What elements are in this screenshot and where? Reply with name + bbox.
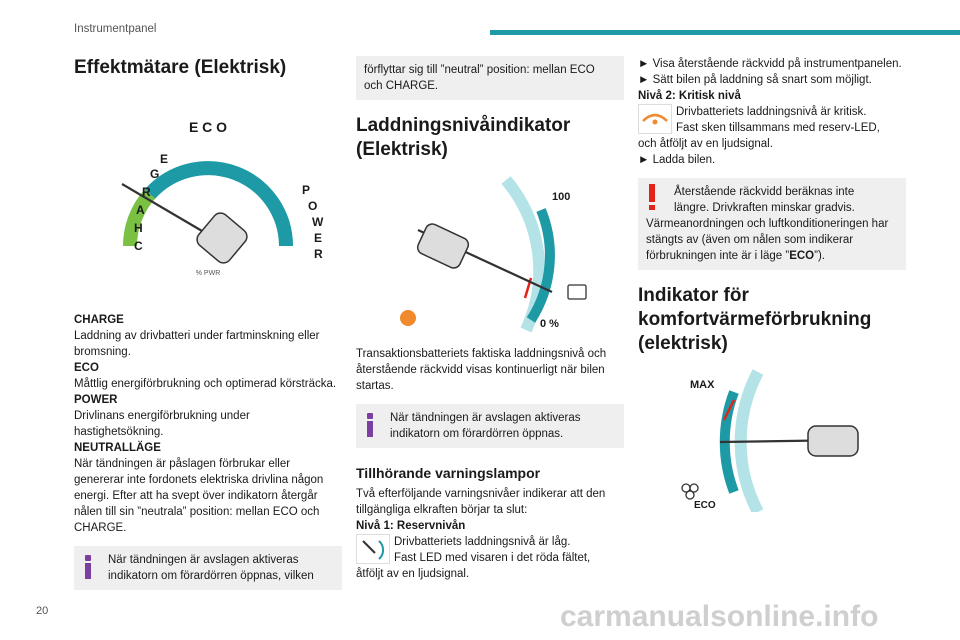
gauge-charge-letter: C (134, 239, 143, 253)
warning-line-3-eco: ECO (789, 250, 815, 262)
charge-level-desc: Transaktionsbatteriets faktiska laddningsnivå och återstående räckvidd visas kontinuerligt när bilen startas. (356, 348, 607, 392)
neutral-text: När tändningen är påslagen förbrukar eller genererar inte fordonets elektriska drivlina någon energi. Efter att ha svept över indikatorn återgår nålen till sin ”neutrala” position: mellan ECO och CHARGE. (74, 458, 324, 534)
info-icon (83, 555, 93, 579)
gauge-charge-letter: E (160, 152, 169, 166)
section-title-power-meter: Effektmätare (Elektrisk) (74, 57, 287, 78)
warning-line-2: längre. Drivkraften minskar gradvis. (674, 202, 855, 214)
column-2 (356, 56, 624, 582)
level-1-line-2: Fast LED med visaren i det röda fältet, (394, 552, 591, 564)
warning-line-3 (646, 216, 898, 264)
info-note (74, 546, 342, 590)
gauge-max-label: MAX (690, 379, 715, 391)
level-2-heading: Nivå 2: Kritisk nivå (638, 90, 741, 102)
warning-line-1: Återstående räckvidd beräknas inte (674, 186, 855, 198)
charge-level-figure (356, 170, 624, 340)
info-note-text: När tändningen är avslagen aktiveras indikatorn om förardörren öppnas, vilken (108, 554, 314, 582)
bullet-charge-car: ► Ladda bilen. (638, 154, 716, 166)
gauge-eco-label: E C O (188, 119, 228, 135)
page-number: 20 (36, 605, 49, 617)
gauge-power-letter: W (312, 215, 324, 229)
bullet-charge-soon: ► Sätt bilen på laddning så snart som möjligt. (638, 74, 872, 86)
power-heading: POWER (74, 394, 118, 406)
gauge-power-letter: P (302, 183, 311, 197)
subsection-warning-lamps: Tillhörande varningslampor (356, 465, 541, 481)
warning-line-3a: Värmeanordningen och luftkonditioneringen har stängts av (även om nålen som indikerar förbrukningen inte är i läge ” (646, 218, 889, 262)
neutral-heading: NEUTRALLÄGE (74, 442, 161, 454)
column-1 (74, 56, 342, 590)
level-1-heading: Nivå 1: Reservnivån (356, 520, 466, 532)
gauge-power-letter: R (314, 247, 323, 261)
level-1-row (356, 534, 624, 566)
gauge-charge-letter: A (136, 203, 145, 217)
header-accent-bar (490, 30, 960, 35)
info-note-2-text: När tändningen är avslagen aktiveras indikatorn om förardörren öppnas. (390, 412, 581, 440)
comfort-heating-gauge (638, 362, 906, 512)
info-note-2 (356, 404, 624, 448)
power-meter-gauge (74, 86, 342, 306)
level-1-line-3: åtföljt av en ljudsignal. (356, 568, 470, 580)
gauge-power-letter: E (314, 231, 323, 245)
running-header: Instrumentpanel (74, 23, 157, 35)
level-2-line-3: och åtföljt av en ljudsignal. (638, 138, 773, 150)
section-title-charge-level: Laddningsnivåindikator (Elektrisk) (356, 115, 571, 160)
warning-icon (648, 184, 656, 210)
gauge-0-label: 0 % (540, 318, 559, 330)
level-2-line-2: Fast sken tillsammans med reserv-LED, (676, 122, 880, 134)
gauge-power-letter: O (308, 199, 318, 213)
gauge-100-label: 100 (552, 191, 571, 203)
gauge-eco-label: ECO (694, 500, 716, 511)
critical-lamp-icon (638, 104, 672, 134)
info-note-continued (356, 56, 624, 100)
info-icon (365, 413, 375, 437)
level-1-line-1: Drivbatteriets laddningsnivå är låg. (394, 536, 571, 548)
charge-text: Laddning av drivbatteri under fartminskning eller bromsning. (74, 330, 320, 358)
comfort-heating-figure (638, 362, 906, 512)
charge-heading: CHARGE (74, 314, 124, 326)
level-2-row (638, 104, 906, 136)
power-meter-figure (74, 86, 342, 306)
reserve-lamp-icon (356, 534, 390, 564)
column-3 (638, 56, 906, 512)
gauge-charge-letter: R (142, 185, 151, 199)
battery-range-icon (568, 285, 586, 299)
eco-text: Måttlig energiförbrukning och optimerad körsträcka. (74, 378, 337, 390)
fan-icon (682, 484, 698, 499)
gauge-charge-letter: G (150, 167, 160, 181)
eco-heading: ECO (74, 362, 99, 374)
gauge-charge-letter: H (134, 221, 143, 235)
level-2-line-1: Drivbatteriets laddningsnivå är kritisk. (676, 106, 867, 118)
warning-line-3c: ”). (814, 250, 825, 262)
gauge-pwr-label: % PWR (195, 270, 221, 277)
bullet-show-range: ► Visa återstående räckvidd på instrumentpanelen. (638, 58, 902, 70)
watermark: carmanualsonline.info (560, 600, 879, 633)
info-note-continued-text: förflyttar sig till ”neutral” position: mellan ECO och CHARGE. (364, 64, 595, 92)
warning-note (638, 178, 906, 270)
warning-lamps-text: Två efterföljande varningsnivåer indikerar att den tillgängliga elkraften börjar ta slut: (356, 488, 606, 516)
power-text: Drivlinans energiförbrukning under hastighetsökning. (74, 410, 250, 438)
orange-led (400, 310, 416, 326)
section-title-comfort-heating: Indikator för komfortvärmeförbrukning (elektrisk) (638, 285, 872, 354)
charge-level-gauge (356, 170, 624, 340)
